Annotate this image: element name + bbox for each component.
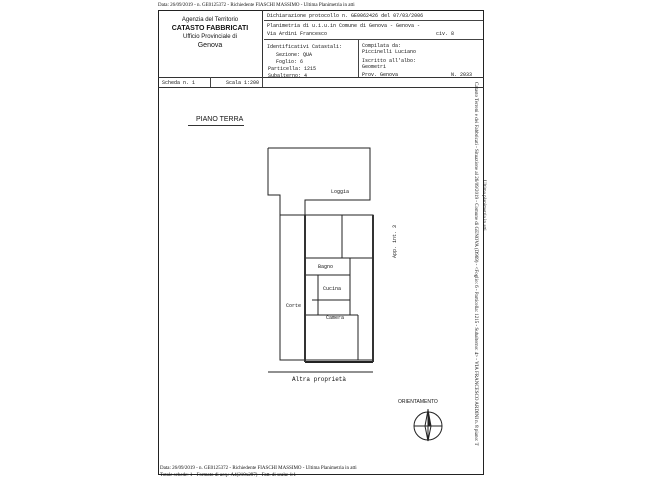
planimetria-row [267,23,420,29]
iscritto-label: Iscritto all'albo: [362,58,417,64]
orientamento-label: ORIENTAMENTO [398,399,438,405]
agency-line1: Agenzia del Territorio [181,17,239,23]
bagno-label: Bagno [318,264,334,270]
dichiarazione-value: GE0062426 [351,13,379,19]
bottom-line-2: Totale schede: 1 - Formato di acq.: A4(210x297) - Fatt. di scala: 1:1 [160,473,297,478]
n-label: N. 2033 [451,72,473,78]
top-info-line: Data: 26/09/2019 - n. GE0125372 - Richiedente FIASCHI MASSIMO - Ultima Planimetria in atti [158,3,355,8]
agency-line3: Ufficio Provinciale di [183,34,237,40]
header-rule-1 [264,20,483,21]
via-label: Via Ardini Francesco [267,31,328,37]
header-rule-2 [264,39,483,40]
header-divider [262,10,263,87]
app-label: App. int. 3 [392,224,398,258]
prov-label: Prov. Genova [362,72,399,78]
planimetria-text: Planimetria di u.i.u.in Comune di Genova [267,23,388,29]
loggia-outline [268,148,370,215]
header-col-divider [358,39,359,77]
dichiarazione-label: Dichiarazione protocollo n. [267,13,349,19]
corte-label: Corte [286,303,302,309]
loggia-label: Loggia [331,189,350,195]
plan-title-underline [188,125,244,126]
planimetria-ref: - Genova - [390,23,421,29]
scala-divider [262,77,263,87]
compilata-label: Compilata da: [362,43,402,49]
side-text: Catasto Terreni e dei Fabbricati - Situazione al 26/09/2019 - Comune di GENOVA (D969) - <Foglio: 6 - Particella: 1215 - Subalterno: 4> - VIA FRANCESCO ARDINI n. 8 piano: T [473,82,478,446]
sezione-label: Sezione: QUA [276,52,313,58]
altra-proprieta-label: Altra proprietà [292,376,347,383]
header-bottom-line [158,77,484,78]
scheda-bottom-line [158,87,484,88]
compass-icon [412,407,444,443]
cucina-label: Cucina [323,286,342,292]
side-text2: Ultima planimetria in atti [481,180,486,231]
side-text2-wrapper [476,180,486,470]
compilata-value: Piccinelli Luciano [362,49,417,55]
foglio-label: Foglio: 6 [276,59,304,65]
del-label: del [381,13,391,19]
scala-label: Scala 1:200 [226,80,260,86]
camera-label: Camera [326,315,345,321]
del-value: 07/03/2006 [393,13,424,19]
subalterno-label: Subalterno: 4 [268,73,308,79]
floor-plan-drawing [250,140,390,385]
particella-label: Particella: 1215 [268,66,317,72]
bottom-line-1: Data: 26/09/2019 - n. GE0125372 - Richiedente FIASCHI MASSIMO - Ultima Planimetria in atti [160,466,357,471]
agency-line2: CATASTO FABBRICATI [171,25,249,32]
dichiarazione-row [267,13,423,19]
iscritto-value: Geometri [362,64,387,70]
civ-label: civ. 8 [436,31,455,37]
scheda-label: Scheda n. 1 [162,80,196,86]
scheda-divider [210,77,211,87]
plan-title: PIANO TERRA [196,116,244,123]
corte-outline [280,215,305,360]
agency-line4: Genova [197,42,223,49]
identificativi-label: Identificativi Catastali: [267,44,343,50]
agency-block [160,16,260,50]
